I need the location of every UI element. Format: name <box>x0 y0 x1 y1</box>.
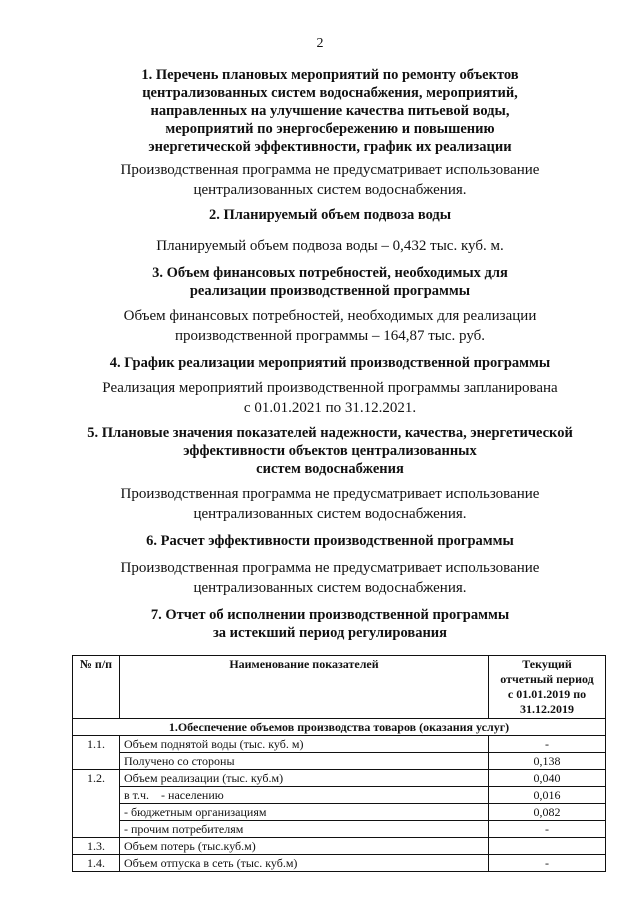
text-line: Производственная программа не предусматривает использование <box>120 486 540 502</box>
row-name: Получено со стороны <box>120 753 489 770</box>
text-line: Производственная программа не предусматривает использование <box>120 560 540 576</box>
row-value: 0,082 <box>489 804 606 821</box>
page-number: 2 <box>316 36 324 51</box>
text-line: централизованных систем водоснабжения. <box>193 182 467 198</box>
heading-line: энергетической эффективности, график их реализации <box>148 139 512 155</box>
row-prefix: в т.ч. <box>124 788 150 802</box>
row-name: - прочим потребителям <box>120 821 489 838</box>
section-1-heading <box>60 66 600 156</box>
heading-line: 6. Расчет эффективности производственной программы <box>146 533 514 549</box>
section-4-text <box>60 378 600 418</box>
table-row <box>73 821 606 838</box>
text-line: Реализация мероприятий производственной программы запланирована <box>102 380 558 396</box>
row-name: Объем реализации (тыс. куб.м) <box>120 770 489 787</box>
text-line: Планируемый объем подвоза воды – 0,432 тыс. куб. м. <box>156 238 504 254</box>
row-name: Объем потерь (тыс.куб.м) <box>120 838 489 855</box>
section-3-text <box>60 306 600 346</box>
text-line: Производственная программа не предусматривает использование <box>120 162 540 178</box>
row-value: - <box>489 855 606 872</box>
row-name: Объем поднятой воды (тыс. куб. м) <box>120 736 489 753</box>
text-line: централизованных систем водоснабжения. <box>193 506 467 522</box>
section-7-heading <box>60 606 600 642</box>
table-row <box>73 804 606 821</box>
heading-line: 3. Объем финансовых потребностей, необходимых для <box>152 265 508 281</box>
section-title: 1.Обеспечение объемов производства товаров (оказания услуг) <box>73 719 606 736</box>
row-subname: - населению <box>161 788 224 802</box>
heading-line: 5. Плановые значения показателей надежности, качества, энергетической <box>87 425 573 441</box>
heading-line: систем водоснабжения <box>256 461 404 477</box>
table-section-row <box>73 719 606 736</box>
header-period-line: отчетный период <box>500 672 594 686</box>
row-name: Объем отпуска в сеть (тыс. куб.м) <box>120 855 489 872</box>
header-period-line: Текущий <box>522 657 572 671</box>
text-line: централизованных систем водоснабжения. <box>193 580 467 596</box>
text-line: производственной программы – 164,87 тыс. руб. <box>174 328 486 344</box>
section-5-text <box>60 484 600 524</box>
section-5-heading <box>50 424 610 478</box>
row-value: 0,040 <box>489 770 606 787</box>
row-value: 0,138 <box>489 753 606 770</box>
row-num: 1.3. <box>73 838 120 855</box>
table-header-row <box>73 656 606 719</box>
row-value: - <box>489 736 606 753</box>
heading-line: 4. График реализации мероприятий производственной программы <box>109 355 551 371</box>
table-row <box>73 855 606 872</box>
header-period-line: 31.12.2019 <box>520 702 574 716</box>
heading-line: эффективности объектов централизованных <box>183 443 477 459</box>
row-name <box>120 787 489 804</box>
text-line: Объем финансовых потребностей, необходимых для реализации <box>123 308 537 324</box>
table-row <box>73 770 606 787</box>
row-num: 1.4. <box>73 855 120 872</box>
heading-line: реализации производственной программы <box>189 283 471 299</box>
section-2-heading <box>60 206 600 224</box>
header-name: Наименование показателей <box>120 656 489 719</box>
row-num: 1.2. <box>73 770 120 838</box>
row-value <box>489 838 606 855</box>
header-num: № п/п <box>73 656 120 719</box>
heading-line: мероприятий по энергосбережению и повышению <box>165 121 495 137</box>
row-value: 0,016 <box>489 787 606 804</box>
section-6-text <box>60 558 600 598</box>
section-4-heading <box>60 354 600 372</box>
heading-line: 2. Планируемый объем подвоза воды <box>208 207 452 223</box>
heading-line: централизованных систем водоснабжения, мероприятий, <box>142 85 518 101</box>
section-3-heading <box>60 264 600 300</box>
heading-line: 7. Отчет об исполнении производственной программы <box>150 607 510 623</box>
row-num: 1.1. <box>73 736 120 770</box>
section-6-heading <box>60 532 600 550</box>
heading-line: направленных на улучшение качества питьевой воды, <box>150 103 510 119</box>
report-table <box>72 655 606 872</box>
table-row <box>73 838 606 855</box>
header-period <box>489 656 606 719</box>
table-row <box>73 787 606 804</box>
heading-line: за истекший период регулирования <box>212 625 448 641</box>
row-value: - <box>489 821 606 838</box>
heading-line: 1. Перечень плановых мероприятий по ремонту объектов <box>141 67 519 83</box>
row-name: - бюджетным организациям <box>120 804 489 821</box>
section-2-text <box>60 236 600 256</box>
section-1-text <box>60 160 600 200</box>
header-period-line: с 01.01.2019 по <box>507 687 587 701</box>
table-row <box>73 753 606 770</box>
text-line: с 01.01.2021 по 31.12.2021. <box>243 400 417 416</box>
table-row <box>73 736 606 753</box>
